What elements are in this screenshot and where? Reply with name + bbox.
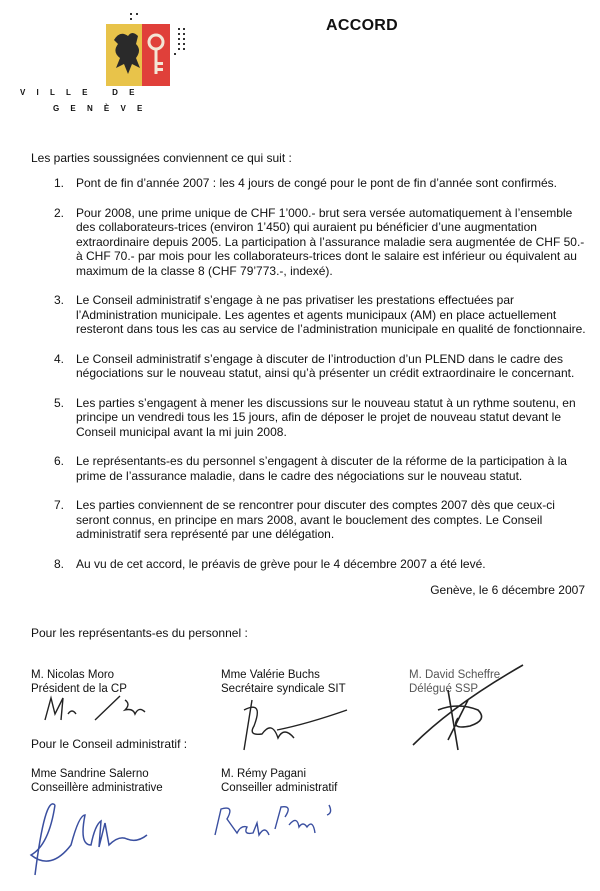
intro-text: Les parties soussignées conviennent ce qui suit : [31, 151, 292, 165]
signature-salerno [25, 785, 175, 885]
item-text: Au vu de cet accord, le préavis de grève pour le 4 décembre 2007 a été levé. [76, 556, 486, 571]
signatory-name: M. Nicolas Moro [31, 669, 115, 681]
reps-heading: Pour les représentants-es du personnel : [31, 626, 248, 640]
item-number: 6. [54, 454, 65, 468]
item-number: 2. [54, 205, 65, 220]
list-item [31, 396, 591, 440]
item-number: 3. [54, 293, 65, 307]
item-text: Pour 2008, une prime unique de CHF 1’000.- brut sera versée automatiquement à l’ensemble des collaborateurs-trices (environ 1’450) qui auraient pu bénéficier d’une augmentation extraordinaire depuis 2005. La participation à l’assurance maladie sera augmentée de CHF 50.- à CHF 70.- par mois pour les collaborateurs-trices dont le salaire est inférieur ou équivalent au maximum de la classe 8 (CHF 79’773.-, indexé). [76, 205, 585, 278]
list-item [31, 176, 591, 191]
signatory-role: Conseiller administratif [221, 782, 338, 794]
item-text: Le Conseil administratif s’engage à ne pas privatiser les prestations effectuées par l’Administration municipale. Les agentes et agents municipaux (AM) en place actuellement resteront dans tous les cas au service de l’administration municipale en qualité de fonctionnaire. [76, 293, 586, 336]
agreement-list [31, 176, 591, 586]
item-text: Les parties conviennent de se rencontrer pour discuter des comptes 2007 dès que ceux-ci seront connus, en principe en mars 2008, avant le bouclement des comptes. Le Conseil administratif sera représenté par une délégation. [76, 498, 555, 541]
item-number: 8. [54, 556, 65, 571]
list-item [31, 352, 591, 381]
item-number: 1. [54, 176, 65, 190]
item-text: Pont de fin d’année 2007 : les 4 jours de congé pour le pont de fin d’année sont confirmés. [76, 176, 557, 190]
list-item [31, 454, 591, 483]
item-text: Les parties s’engagent à mener les discussions sur le nouveau statut à un rythme soutenu, en principe un vendredi tous les 15 jours, afin de déposer le projet de nouveau statut devant le Conseil municipal avant la mi juin 2008. [76, 395, 576, 439]
item-number: 7. [54, 498, 65, 512]
conseil-heading: Pour le Conseil administratif : [31, 737, 188, 751]
item-number: 4. [54, 351, 65, 366]
signatory-role: Secrétaire syndicale SIT [221, 683, 346, 695]
list-item [31, 557, 591, 572]
item-text: Le Conseil administratif s’engage à discuter de l’introduction d’un PLEND dans le cadre des négociations sur le nouveau statut, ainsi qu’à présenter un crédit extraordinaire le concernant. [76, 351, 575, 380]
signature-buchs [232, 690, 362, 755]
item-number: 5. [54, 395, 65, 410]
signatory-role: Conseillère administrative [31, 782, 163, 794]
signatory-name: Mme Valérie Buchs [221, 669, 320, 681]
signatory-pagani [221, 767, 337, 795]
item-text: Le représentants-es du personnel s’engagent à discuter de la réforme de la participation à la prime de l’assurance maladie, dans le cadre des négociations sur le nouveau statut. [76, 454, 567, 483]
city-logo [100, 10, 192, 92]
signatory-name: Mme Sandrine Salerno [31, 768, 149, 780]
document-title: ACCORD [326, 17, 399, 34]
signatory-role: Délégué SSP [409, 683, 479, 695]
logo-text-geneve: GENÈVE [53, 104, 154, 113]
signature-scheffre [408, 660, 538, 750]
signature-moro [40, 690, 170, 735]
list-item [31, 498, 591, 542]
logo-text-ville-de: VILLE DE [20, 88, 146, 97]
list-item [31, 206, 591, 279]
signature-pagani [205, 795, 355, 845]
signatory-name: M. Rémy Pagani [221, 768, 307, 780]
list-item [31, 293, 591, 337]
signatory-role: Président de la CP [31, 683, 127, 695]
signatory-name: M. David Scheffre [409, 669, 501, 681]
place-date: Genève, le 6 décembre 2007 [430, 583, 585, 597]
